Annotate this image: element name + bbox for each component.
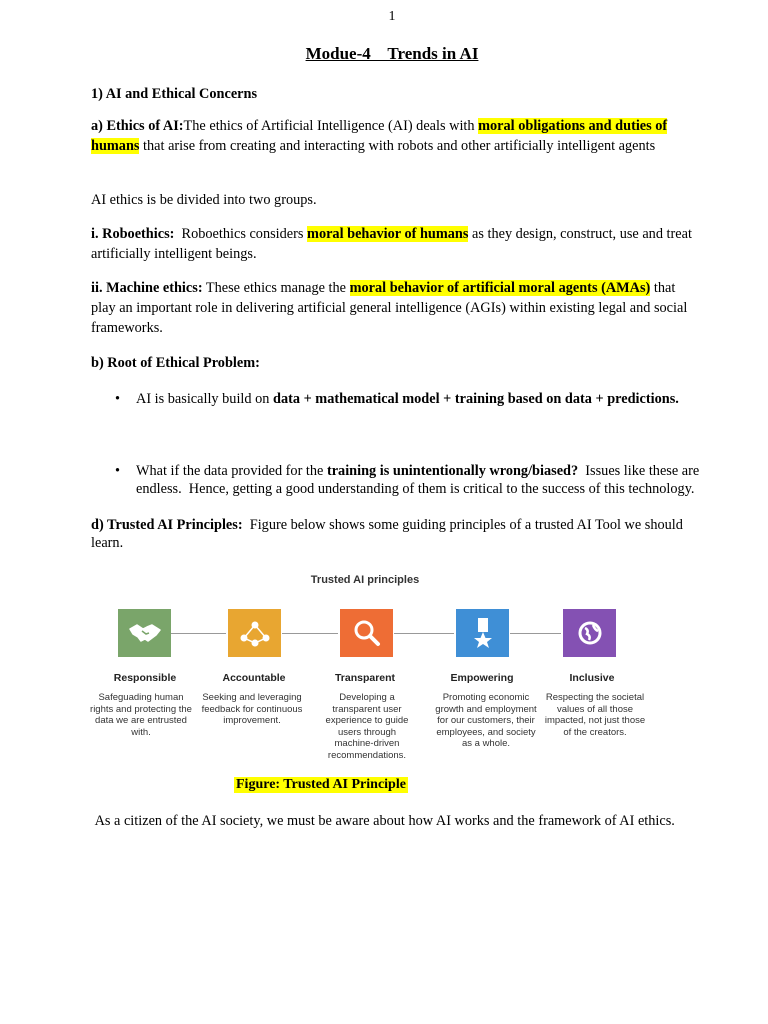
handshake-icon [128,621,162,645]
desc-transparent: Developing a transparent user experience to guide users through machine-driven recommendations. [325,692,409,761]
figure-title: Trusted AI principles [310,574,420,586]
machine-ethics-label: ii. Machine ethics: [91,280,203,296]
medal-icon [469,616,497,650]
paragraph-ethics-of-ai [91,116,701,156]
globe-icon [575,618,605,648]
machine-ethics-text-1: These ethics manage the [202,280,350,296]
connector-line [510,633,561,634]
principles-label: d) Trusted AI Principles: [91,517,243,533]
label-empowering: Empowering [450,672,514,684]
label-transparent: Transparent [334,672,396,684]
tile-responsible [118,609,171,657]
roboethics-label: i. Roboethics: [91,226,175,242]
roboethics-text-2: as they design, construct, use and treat artificially intelligent beings. [91,226,692,262]
bullet1-text: AI is basically build on [136,391,273,407]
list-item [91,390,736,408]
roboethics-text-1: Roboethics considers [174,226,308,242]
label-accountable: Accountable [222,672,286,684]
connector-line [282,633,338,634]
tile-transparent [340,609,393,657]
bullet2-text-1: What if the data provided for the [136,463,327,479]
machine-ethics-highlight: moral behavior of artificial moral agents (AMAs) [349,280,651,296]
ethics-text-2: that arise from creating and interacting with robots and other artificially intelligent agents [139,138,656,154]
desc-accountable: Seeking and leveraging feedback for continuous improvement. [201,692,303,726]
roboethics-highlight: moral behavior of humans [307,226,469,242]
tile-inclusive [563,609,616,657]
principles-text: Figure below shows some guiding principles of a trusted AI Tool we should learn. [91,517,687,551]
tile-empowering [456,609,509,657]
page-number: 1 [388,9,396,24]
label-responsible: Responsible [113,672,177,684]
desc-empowering: Promoting economic growth and employment for our customers, their employees, and society as a whole. [435,692,537,749]
bullet1-bold: data + mathematical model + training based on data + predictions. [273,391,679,407]
tile-accountable [228,609,281,657]
figure-caption: Figure: Trusted AI Principle [236,777,406,792]
ethics-highlight: moral obligations and duties of humans [91,118,668,154]
paragraph-trusted-principles [91,516,701,552]
section-heading-ai-ethics: 1) AI and Ethical Concerns [91,86,258,102]
machine-ethics-text-2: that play an important role in delivering artificial general intelligence (AGIs) within existing legal and social frameworks. [91,280,688,336]
desc-responsible: Safeguading human rights and protecting the data we are entrusted with. [90,692,192,738]
connector-line [171,633,226,634]
magnifier-icon [352,618,382,648]
paragraph-machine-ethics [91,278,701,338]
bullet2-text-2: Issues like these are endless. Hence, getting a good understanding of them is critical to the success of this technology. [136,463,703,497]
team-network-icon [238,618,272,648]
connector-line [394,633,454,634]
ethics-text-1: The ethics of Artificial Intelligence (AI) deals with [183,118,479,134]
page-title-text: Modue-4 Trends in AI [305,44,479,63]
desc-inclusive: Respecting the societal values of all those impacted, not just those of the creators. [544,692,646,738]
ethics-label: a) Ethics of AI: [91,118,184,134]
paragraph-roboethics [91,224,701,264]
bullet2-bold: training is unintentionally wrong/biased? [326,463,579,479]
paragraph-groups: AI ethics is be divided into two groups. [91,192,317,208]
paragraph-closing: As a citizen of the AI society, we must be aware about how AI works and the framework of AI ethics. [91,813,675,829]
label-inclusive: Inclusive [569,672,615,684]
section-heading-root-problem: b) Root of Ethical Problem: [91,355,260,371]
list-item [91,462,736,498]
